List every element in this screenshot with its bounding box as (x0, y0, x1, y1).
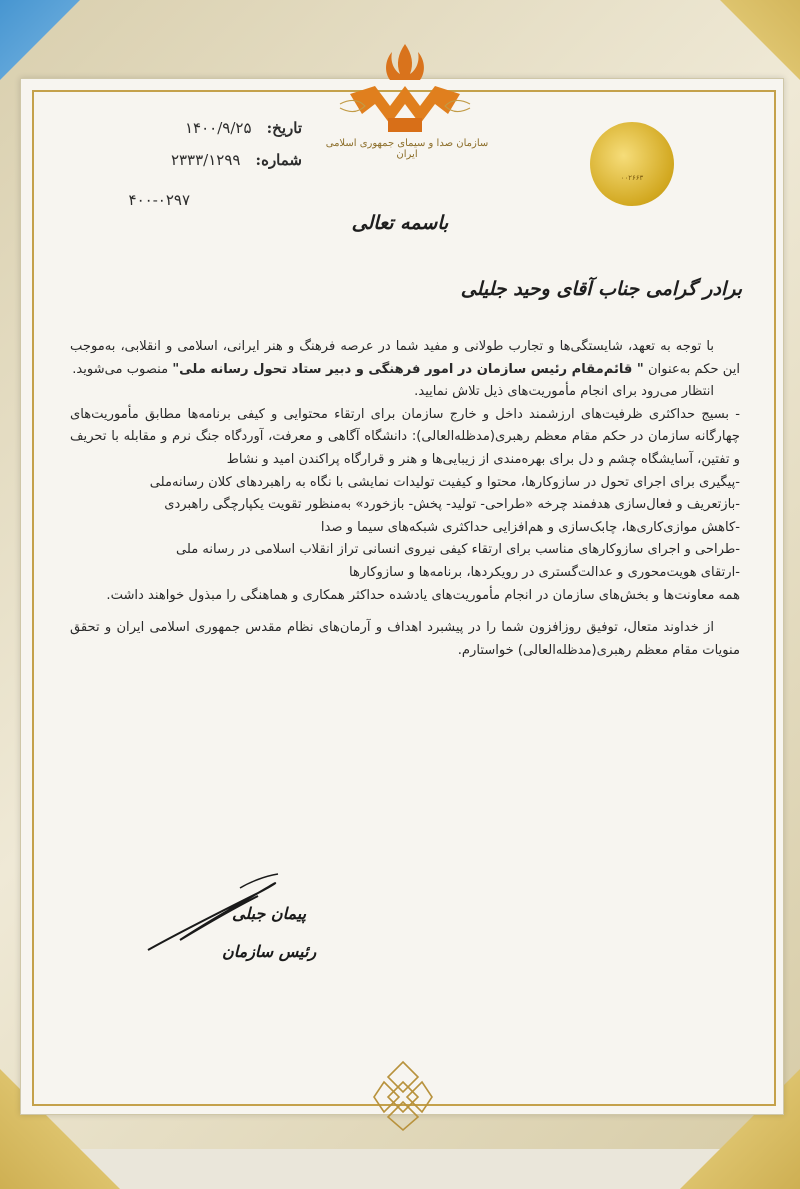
paragraph-expectation: انتظار می‌رود برای انجام مأموریت‌های ذیل تلاش نمایید. (414, 384, 714, 400)
paragraph-intro: با توجه به تعهد، شایستگی‌ها و تجارب طولانی و مفید شما در عرصه فرهنگ و هنر ایرانی، اسلامی و انقلابی، به‌موجب این حکم به‌عنوان " قائم‌مقام رئیس سازمان در امور فرهنگی و دبیر ستاد تحول رسانه ملی" منصوب می‌شوید. (70, 339, 740, 377)
mission-item: - بسیج حداکثری ظرفیت‌های ارزشمند داخل و خارج سازمان برای ارتقاء محتوایی و کیفی برنامه‌ها مطابق مأموریت‌های چهارگانه سازمان در حکم مقام معظم رهبری(مدظله‌العالی): دانشگاه آگاهی و معرفت، آوردگاه جنگ نرم و مقابله با تحریف و تفتین، آسایشگاه چشم و دل برای بهره‌مندی از زیبایی‌ها و هنر و قرارگاه پراکندن امید و نشاط (70, 406, 740, 467)
mission-item: -پیگیری برای اجرای تحول در سازوکارها، محتوا و کیفیت تولیدات نمایشی با نگاه به راهبردهای کلان رسانه‌ملی (149, 474, 740, 490)
number-row (112, 150, 302, 169)
date-value: ۱۴۰۰/۹/۲۵ (185, 119, 252, 137)
mission-item: -ارتقای هویت‌محوری و عدالت‌گستری در رویکردها، برنامه‌ها و سازوکارها (349, 564, 740, 580)
paragraph-closing: از خداوند متعال، توفیق روزافزون شما را در پیشبرد اهداف و آرمان‌های نظام مقدس جمهوری اسلامی ایران و تحقق منویات مقام معظم رهبری(مدظله‌العالی) خواستارم. (70, 620, 740, 658)
letter-body (70, 336, 740, 662)
appointment-title: " قائم‌مقام رئیس سازمان در امور فرهنگی و دبیر ستاد تحول رسانه ملی" (172, 361, 644, 377)
number-value: ۲۳۳۳/۱۲۹۹ (170, 151, 241, 169)
salutation: برادر گرامی جناب آقای وحید جلیلی (460, 278, 742, 300)
signatory-name: پیمان جبلی (232, 904, 307, 923)
mission-item: -کاهش موازی‌کاری‌ها، چابک‌سازی و هم‌افزایی حداکثری شبکه‌های سیما و صدا (320, 519, 740, 535)
seal-number: ۰۰۲۶۶۳ (620, 174, 644, 182)
paragraph-cooperation: همه معاونت‌ها و بخش‌های سازمان در انجام مأموریت‌های یادشده حداکثر همکاری و هماهنگی را مبذول خواهند داشت. (106, 587, 740, 603)
bismillah-heading: باسمه تعالی (351, 212, 449, 234)
ornament-icon (372, 1058, 434, 1132)
organization-name: سازمان صدا و سیمای جمهوری اسلامی ایران (325, 138, 489, 160)
reference-value: ۴۰۰-۰۲۹۷ (128, 191, 190, 209)
date-label: تاریخ: (266, 119, 302, 137)
gold-seal (590, 122, 674, 206)
mission-item: -بازتعریف و فعال‌سازی هدفمند چرخه «طراحی- تولید- پخش- بازخورد» به‌منظور تقویت یکپارچگی راهبردی (164, 497, 740, 513)
signatory-title: رئیس سازمان (222, 942, 317, 961)
date-row (112, 118, 302, 137)
mission-item: -طراحی و اجرای سازوکارهای مناسب برای ارتقاء کیفی نیروی انسانی تراز انقلاب اسلامی در رسانه ملی (175, 542, 740, 558)
reference-row (120, 190, 200, 209)
number-label: شماره: (255, 151, 302, 169)
